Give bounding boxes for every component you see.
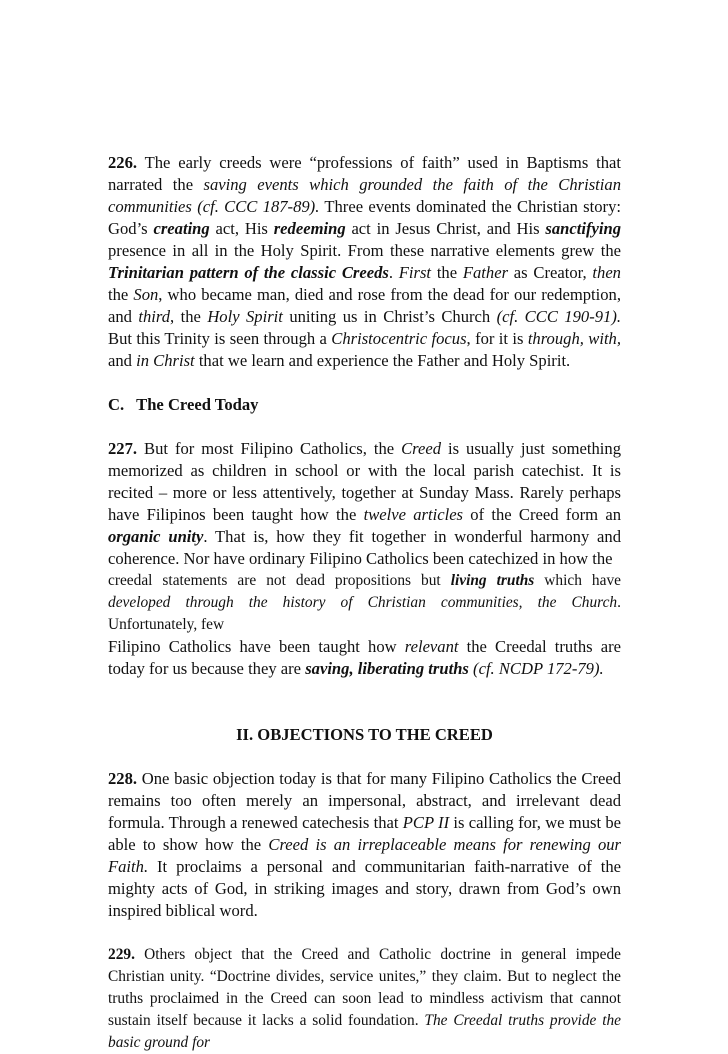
text-run: First	[398, 263, 432, 282]
text-run: The early creeds were “professions of faith” used in Baptisms that narrated the	[108, 153, 621, 194]
text-run: organic unity	[108, 527, 204, 546]
text-run: Filipino Catholics have been taught how	[108, 637, 405, 656]
paragraph-body	[108, 153, 621, 370]
text-run: the Creedal truths are today for us because they are	[108, 637, 621, 678]
text-run: .	[388, 263, 399, 282]
text-run: is calling for, we must be able to show how the	[108, 813, 621, 854]
text-run: the	[108, 285, 134, 304]
text-run: is usually just something memorized as children in school or with the local parish catechist. It is recited – more or less attentively, together at Sunday Mass. Rarely perhaps have Filipinos been taught how the	[108, 439, 621, 524]
text-run: which have	[534, 572, 621, 589]
text-run: Creed is an irreplaceable means for renewing our Faith.	[108, 835, 622, 876]
paragraph-227	[108, 438, 621, 680]
text-run: redeeming	[273, 219, 346, 238]
paragraph-227-part-b	[108, 570, 621, 636]
text-run: in Christ	[136, 351, 195, 370]
paragraph-226	[108, 152, 621, 372]
text-run: But this Trinity is seen through a	[108, 329, 332, 348]
text-run: Trinitarian pattern of the classic Creeds	[108, 263, 389, 282]
section-label: C.	[108, 395, 125, 414]
text-run: The Creedal truths provide the basic ground for	[108, 1012, 621, 1051]
text-run: Father	[462, 263, 509, 282]
paragraph-body	[108, 769, 621, 920]
text-run: uniting us in Christ’s Church	[282, 307, 497, 326]
text-run: . Unfortunately, few	[108, 594, 621, 633]
text-run: Christocentric focus	[331, 329, 467, 348]
text-run: Son	[133, 285, 159, 304]
section-heading-c	[108, 394, 621, 416]
text-run: creating	[153, 219, 210, 238]
text-run: saving, liberating truths	[305, 659, 469, 678]
text-run: third	[138, 307, 171, 326]
paragraph-body	[108, 439, 621, 568]
text-run: relevant	[404, 637, 459, 656]
text-run: Others object that the Creed and Catholic doctrine in general impede Christian unity. “Doctrine divides, service unites,” they claim. But to neglect the truths proclaimed in the Creed can soon lead to mindless activism that cannot sustain itself because it lacks a solid foundation.	[108, 946, 621, 1029]
text-run: , for it is	[466, 329, 528, 348]
text-run: then	[592, 263, 621, 282]
text-run: Holy Spirit	[207, 307, 283, 326]
text-run: developed through the history of Christian communities, the Church	[108, 594, 618, 611]
section-heading-ii: II. OBJECTIONS TO THE CREED	[236, 725, 493, 744]
text-run: saving events which grounded the faith of the Christian communities (cf. CCC 187-89).	[108, 175, 621, 216]
text-run: through, with,	[527, 329, 621, 348]
text-run: and	[108, 351, 137, 370]
paragraph-227-part-c	[108, 636, 621, 680]
paragraph-body	[108, 637, 621, 678]
paragraph-body	[108, 946, 621, 1051]
text-run: of the Creed form an	[463, 505, 621, 524]
text-run: . That is, how they fit together in wonderful harmony and coherence. Nor have ordinary Filipino Catholics been catechized in how the	[108, 527, 621, 568]
text-run: the	[431, 263, 463, 282]
text-run: PCP II	[402, 813, 450, 832]
section-title: The Creed Today	[136, 395, 259, 414]
text-run: But for most Filipino Catholics, the	[137, 439, 402, 458]
text-run: Three events dominated the Christian story: God’s	[108, 197, 621, 238]
paragraph-number: 226.	[108, 153, 138, 172]
text-run: One basic objection today is that for many Filipino Catholics the Creed remains too often merely an impersonal, abstract, and irrelevant dead formula. Through a renewed catechesis that	[108, 769, 621, 832]
text-run: sanctifying	[545, 219, 621, 238]
text-run: (cf. CCC 190-91).	[496, 307, 621, 326]
text-run: act in Jesus Christ, and His	[345, 219, 546, 238]
paragraph-number: 229.	[108, 946, 135, 963]
text-run: living truths	[450, 572, 535, 589]
paragraph-body	[108, 572, 621, 633]
text-run: presence in all in the Holy Spirit. From these narrative elements grew the	[108, 241, 621, 260]
paragraph-228	[108, 768, 621, 922]
text-run: act, His	[209, 219, 274, 238]
text-run: , the	[170, 307, 208, 326]
text-run: that we learn and experience the Father and Holy Spirit.	[194, 351, 571, 370]
paragraph-227-part-a	[108, 438, 621, 570]
text-run: , who became man, died and rose from the dead for our redemption, and	[108, 285, 621, 326]
paragraph-number: 228.	[108, 769, 138, 788]
text-run: as Creator,	[508, 263, 593, 282]
text-run: It proclaims a personal and communitarian faith-narrative of the mighty acts of God, in striking images and story, drawn from God’s own inspired biblical word.	[108, 857, 621, 920]
text-run: creedal statements are not dead propositions but	[108, 572, 451, 589]
text-run: Creed	[401, 439, 442, 458]
text-run: twelve articles	[363, 505, 464, 524]
document-page	[108, 152, 621, 1054]
paragraph-number: 227.	[108, 439, 138, 458]
text-run: (cf. NCDP 172-79).	[473, 659, 604, 678]
paragraph-229	[108, 944, 621, 1054]
